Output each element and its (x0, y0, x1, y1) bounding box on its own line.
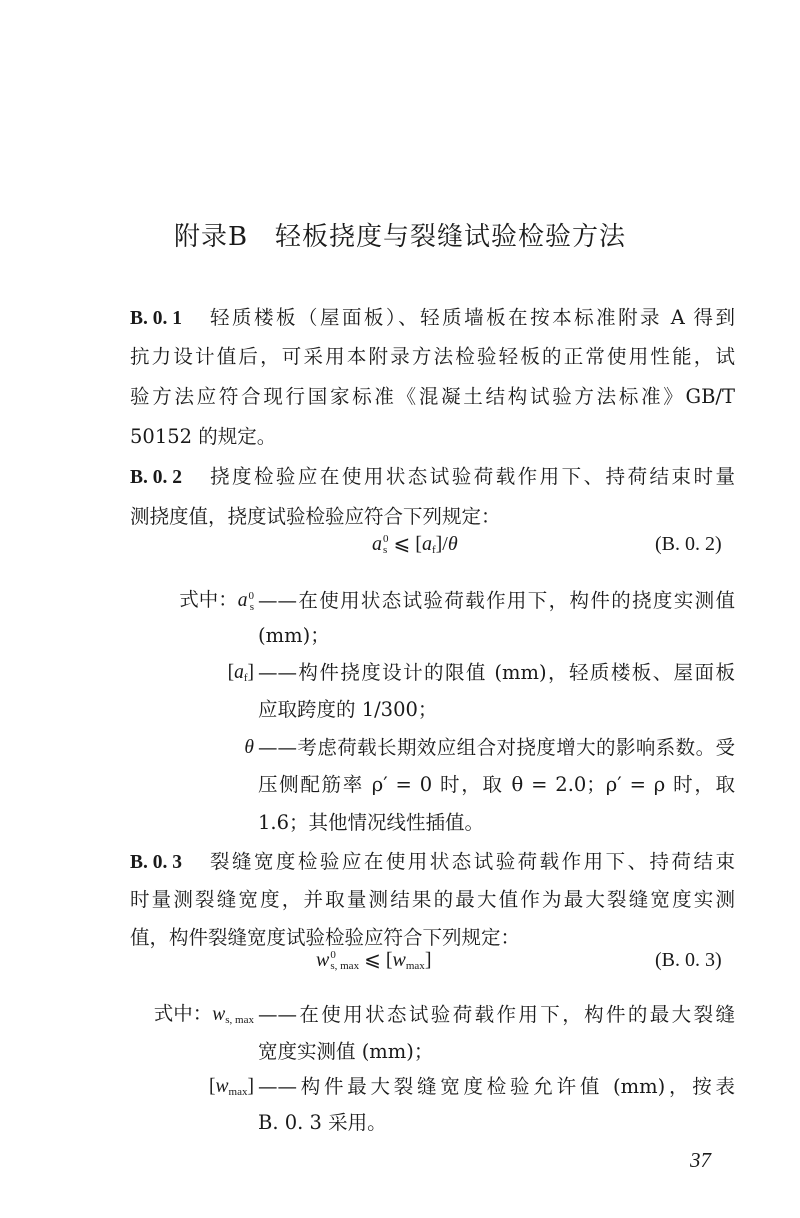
clause-number-b02 (130, 463, 182, 492)
clause-b03-line: 时量测裂缝宽度，并取量测结果的最大值作为最大裂缝宽度实测 (130, 888, 735, 911)
clause-num: B. 0. 1 (130, 308, 183, 329)
clause-b02-line: 挠度检验应在使用状态试验荷载作用下、持荷结束时量 (210, 465, 735, 488)
definition-line: ——考虑荷载长期效应组合对挠度增大的影响系数。受 (258, 736, 735, 759)
equation-number-b03: (B. 0. 3) (655, 949, 722, 971)
clause-num: B. 0. 3 (130, 852, 183, 873)
script-stack: 0 s (248, 589, 254, 613)
definition-line: (mm)； (258, 624, 330, 647)
symbol-af: [af] (227, 662, 254, 684)
clause-b01-line: 抗力设计值后，可采用本附录方法检验轻板的正常使用性能，试 (130, 345, 735, 368)
script-stack: 0 s (383, 533, 389, 557)
definition-line: ——在使用状态试验荷载作用下，构件的挠度实测值 (258, 589, 735, 612)
formula-b03: w 0 s, max ⩽ [wmax] (316, 949, 432, 973)
clause-b03-line: 值，构件裂缝宽度试验检验应符合下列规定： (130, 926, 521, 949)
formula-b02: a 0 s ⩽ [af]/θ (372, 533, 458, 557)
clause-b01-line: 50152 的规定。 (130, 425, 277, 448)
definition-line: ——在使用状态试验荷载作用下，构件的最大裂缝 (258, 1003, 735, 1026)
definition-line: ——构件最大裂缝宽度检验允许值 (mm)，按表 (258, 1075, 735, 1098)
clause-num: B. 0. 2 (130, 467, 183, 488)
where-label: 式中：a 0 s (179, 589, 254, 613)
definition-line: 宽度实测值 (mm)； (258, 1040, 434, 1063)
script-stack: 0 s, max (330, 949, 360, 973)
clause-b01-line: 验方法应符合现行国家标准《混凝土结构试验方法标准》GB/T (130, 385, 735, 408)
definition-line: B. 0. 3 采用。 (258, 1111, 387, 1134)
definition-line: ——构件挠度设计的限值 (mm)，轻质楼板、屋面板 (258, 661, 735, 684)
symbol-wmax: [wmax] (209, 1076, 254, 1098)
clause-b03-line: 裂缝宽度检验应在使用状态试验荷载作用下、持荷结束 (210, 850, 735, 873)
appendix-title: 附录B 轻板挠度与裂缝试验检验方法 (173, 222, 627, 252)
definition-line: 应取跨度的 1/300； (258, 698, 438, 721)
clause-b02-line: 测挠度值，挠度试验检验应符合下列规定： (130, 505, 501, 528)
symbol-theta: θ (244, 737, 254, 758)
definition-line: 1.6；其他情况线性插值。 (258, 811, 485, 834)
clause-number-b03 (130, 848, 182, 877)
clause-b01-line: 轻质楼板（屋面板）、轻质墙板在按本标准附录 A 得到 (210, 306, 735, 329)
where-label: 式中：ws, max (153, 1004, 254, 1026)
clause-number-b01 (130, 304, 182, 333)
page-number: 37 (690, 1148, 711, 1172)
definition-line: 压侧配筋率 ρ′ = 0 时，取 θ = 2.0；ρ′ = ρ 时，取 (258, 773, 735, 796)
equation-number-b02: (B. 0. 2) (655, 533, 722, 555)
